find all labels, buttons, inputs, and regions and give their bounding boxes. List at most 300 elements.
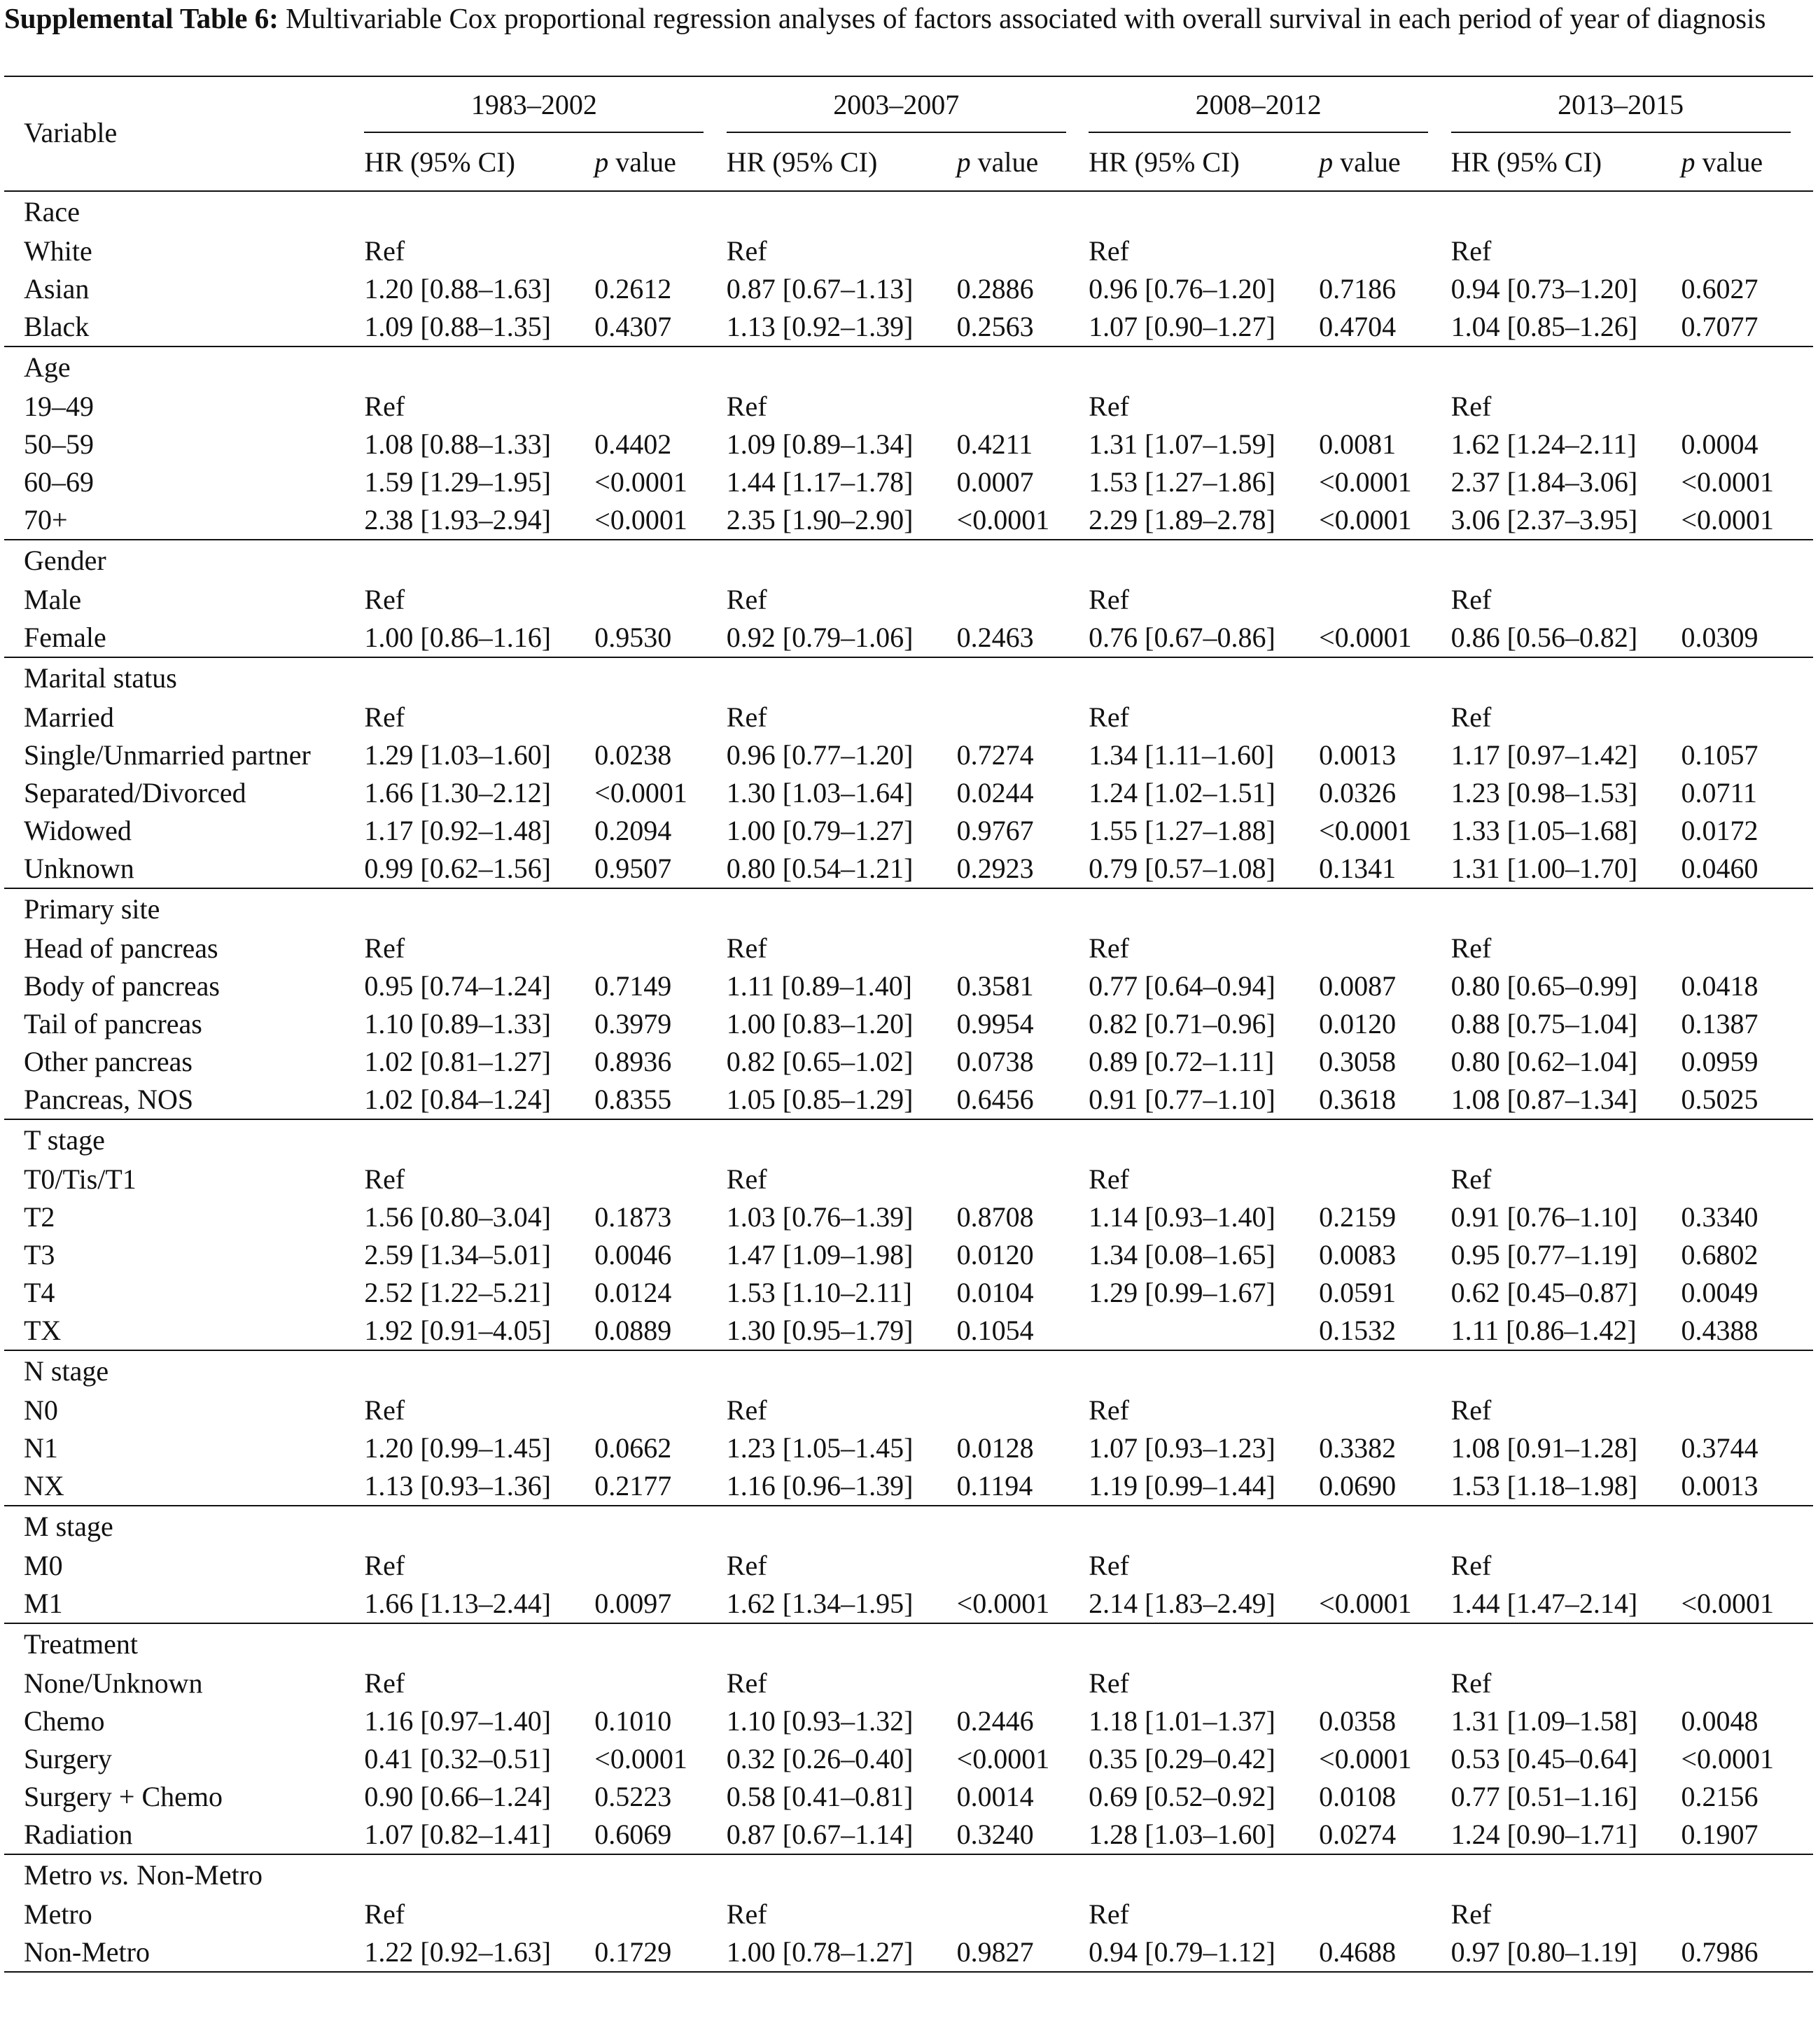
p-value-cell: 0.4307: [594, 308, 727, 346]
p-value-cell: 0.0172: [1681, 815, 1758, 846]
p-value-cell: 0.9507: [594, 850, 727, 888]
p-symbol: p: [594, 146, 609, 178]
hr-cell: 1.29 [0.99–1.67]: [1089, 1277, 1275, 1308]
p-value-cell: 0.0081: [1319, 428, 1397, 460]
p-value-cell: 0.5025: [1681, 1081, 1813, 1119]
hr-cell: Ref: [1089, 1667, 1129, 1699]
table-row: [4, 1198, 1813, 1236]
p-value-cell: 0.0690: [1319, 1467, 1451, 1506]
p-value-cell: <0.0001: [594, 466, 687, 498]
table-row: [4, 1665, 1813, 1702]
row-label: TX: [4, 1312, 364, 1350]
hr-cell: 1.24 [1.02–1.51]: [1089, 777, 1275, 808]
p-value-cell: [1681, 1392, 1813, 1429]
p-value-cell: 0.7274: [956, 739, 1034, 771]
p-value-cell: 0.3618: [1319, 1081, 1451, 1119]
hr-cell: 1.28 [1.03–1.60]: [1089, 1816, 1319, 1854]
row-label: Tail of pancreas: [24, 1008, 202, 1040]
p-value-cell: [957, 699, 1089, 736]
p-value-cell: <0.0001: [594, 1743, 687, 1774]
p-value-cell: 0.2094: [594, 815, 672, 846]
hr-cell: Ref: [1089, 1898, 1129, 1930]
hr-cell: 2.29 [1.89–2.78]: [1089, 501, 1319, 540]
hr-cell: 1.30 [1.03–1.64]: [726, 777, 914, 808]
table-row: [4, 1429, 1813, 1467]
hr-cell: Ref: [726, 1667, 767, 1699]
table-row: [4, 1274, 1813, 1312]
p-value-cell: 0.0049: [1681, 1277, 1758, 1308]
p-value-cell: 0.0274: [1319, 1816, 1451, 1854]
p-symbol: p: [1319, 146, 1334, 178]
p-value-column-header: [594, 133, 727, 191]
hr-cell: 0.80 [0.54–1.21]: [727, 850, 957, 888]
p-value-cell: 0.0358: [1319, 1705, 1397, 1737]
hr-cell: 0.82 [0.65–1.02]: [726, 1046, 914, 1077]
p-value-cell: [1319, 930, 1451, 967]
p-value-cell: [1681, 581, 1813, 619]
hr-cell: 1.23 [1.05–1.45]: [726, 1432, 914, 1464]
row-label: Head of pancreas: [24, 932, 218, 964]
p-value-cell: [594, 581, 727, 619]
hr-cell: 1.09 [0.88–1.35]: [364, 308, 594, 346]
p-value-cell: 0.3744: [1681, 1432, 1758, 1464]
period-header: [1089, 76, 1450, 133]
hr-cell: Ref: [726, 584, 767, 615]
p-value-cell: [594, 1161, 727, 1198]
hr-cell: 1.04 [0.85–1.26]: [1451, 308, 1681, 346]
hr-cell: Ref: [1450, 391, 1492, 422]
caption-text: Multivariable Cox proportional regression analyses of factors associated with overall survival in each period of year of diagnosis: [278, 2, 1766, 34]
row-label: T3: [24, 1239, 55, 1270]
p-value-cell: [1681, 1161, 1813, 1198]
row-label: Unknown: [4, 850, 364, 888]
results-table: [4, 76, 1813, 1973]
p-value-word: value: [1333, 146, 1401, 178]
group-heading-part: vs.: [99, 1859, 130, 1891]
row-label: Chemo: [24, 1705, 105, 1737]
hr-cell: Ref: [726, 1898, 767, 1930]
hr-cell: Ref: [364, 1394, 405, 1426]
group-heading-row: [4, 346, 1813, 388]
hr-cell: 0.94 [0.79–1.12]: [1089, 1933, 1319, 1972]
hr-cell: 0.91 [0.76–1.10]: [1450, 1201, 1638, 1233]
row-label: 19–49: [24, 391, 94, 422]
group-heading: [4, 1854, 1813, 1896]
group-heading-row: [4, 1506, 1813, 1547]
p-value-cell: [957, 1392, 1089, 1429]
table-row: [4, 1081, 1813, 1119]
p-value-cell: 0.8355: [594, 1081, 727, 1119]
hr-cell: 0.86 [0.56–0.82]: [1451, 619, 1681, 657]
table-row: [4, 1816, 1813, 1854]
hr-cell: 0.92 [0.79–1.06]: [727, 619, 957, 657]
p-value-cell: <0.0001: [1681, 1743, 1775, 1774]
p-value-cell: 0.9767: [956, 815, 1034, 846]
table-row: [4, 1005, 1813, 1043]
hr-cell: 0.35 [0.29–0.42]: [1089, 1743, 1275, 1774]
p-value-cell: [957, 1665, 1089, 1702]
table-row: [4, 619, 1813, 657]
p-value-cell: [1319, 699, 1451, 736]
hr-cell: 1.34 [0.08–1.65]: [1089, 1239, 1275, 1270]
table-row: [4, 1740, 1813, 1778]
hr-cell: Ref: [364, 235, 405, 267]
hr-cell: 1.11 [0.86–1.42]: [1451, 1312, 1681, 1350]
hr-cell: Ref: [1450, 1163, 1492, 1195]
hr-cell: Ref: [726, 932, 767, 964]
p-value-cell: [1319, 388, 1451, 426]
hr-cell: 2.35 [1.90–2.90]: [727, 501, 957, 540]
p-value-cell: 0.2563: [957, 308, 1089, 346]
table-row: [4, 850, 1813, 888]
p-value-cell: <0.0001: [594, 777, 687, 808]
p-value-cell: [1681, 930, 1813, 967]
hr-cell: Ref: [1089, 701, 1129, 733]
p-value-cell: 0.1194: [957, 1467, 1089, 1506]
p-value-cell: 0.7186: [1319, 273, 1397, 304]
row-label: 50–59: [24, 428, 94, 460]
hr-cell: 0.97 [0.80–1.19]: [1451, 1933, 1681, 1972]
hr-cell: 1.31 [1.09–1.58]: [1450, 1705, 1638, 1737]
p-value-cell: [594, 1665, 727, 1702]
table-row: [4, 1392, 1813, 1429]
hr-cell: 1.20 [0.88–1.63]: [364, 273, 552, 304]
p-value-cell: <0.0001: [957, 1585, 1089, 1623]
table-row: [4, 270, 1813, 308]
hr-cell: 1.29 [1.03–1.60]: [364, 739, 552, 771]
group-heading-row: [4, 1350, 1813, 1392]
p-value-cell: 0.0309: [1681, 619, 1813, 657]
p-value-column-header: [957, 133, 1089, 191]
p-value-cell: [1319, 232, 1451, 270]
group-heading: Treatment: [24, 1628, 138, 1660]
p-value-cell: [1319, 1161, 1451, 1198]
p-value-cell: <0.0001: [1681, 1585, 1813, 1623]
p-value-cell: 0.9827: [957, 1933, 1089, 1972]
p-value-cell: 0.0097: [594, 1585, 727, 1623]
hr-cell: Ref: [726, 235, 767, 267]
table-row: [4, 1933, 1813, 1972]
hr-cell: 1.08 [0.88–1.33]: [364, 428, 552, 460]
row-label: Male: [24, 584, 82, 615]
row-label: 70+: [4, 501, 364, 540]
row-label: N0: [24, 1394, 58, 1426]
hr-cell: 1.22 [0.92–1.63]: [364, 1933, 594, 1972]
hr-cell: 1.03 [0.76–1.39]: [726, 1201, 914, 1233]
p-value-cell: 0.3240: [957, 1816, 1089, 1854]
group-heading: Marital status: [24, 662, 177, 694]
group-heading-row: [4, 191, 1813, 232]
hr-cell: 1.23 [0.98–1.53]: [1450, 777, 1638, 808]
p-value-cell: [957, 1896, 1089, 1933]
hr-cell: 0.95 [0.77–1.19]: [1450, 1239, 1638, 1270]
p-value-cell: [1319, 1896, 1451, 1933]
p-symbol: p: [956, 146, 971, 178]
hr-cell: 0.91 [0.77–1.10]: [1089, 1081, 1319, 1119]
group-heading-part: Metro: [24, 1859, 99, 1891]
hr-cell: 1.55 [1.27–1.88]: [1089, 815, 1275, 846]
p-value-cell: 0.4388: [1681, 1312, 1813, 1350]
period-label: 2003–2007: [727, 88, 1066, 133]
group-heading-row: [4, 888, 1813, 930]
p-value-cell: [594, 388, 727, 426]
p-value-cell: 0.4704: [1319, 308, 1451, 346]
hr-cell: 0.80 [0.65–0.99]: [1450, 970, 1638, 1002]
table-row: [4, 1585, 1813, 1623]
hr-cell: Ref: [1450, 235, 1492, 267]
hr-cell: 1.53 [1.10–2.11]: [726, 1277, 912, 1308]
p-value-cell: 0.0959: [1681, 1046, 1758, 1077]
p-value-column-header: [1319, 133, 1451, 191]
p-value-cell: [594, 232, 727, 270]
hr-cell: 1.10 [0.89–1.33]: [364, 1008, 552, 1040]
group-heading: N stage: [24, 1355, 109, 1387]
hr-cell: 2.14 [1.83–2.49]: [1089, 1585, 1319, 1623]
table-caption: [4, 0, 1812, 76]
period-header: [1451, 76, 1813, 133]
hr-cell: Ref: [726, 1394, 767, 1426]
p-value-cell: 0.0238: [594, 739, 672, 771]
caption-label: Supplemental Table 6:: [4, 2, 279, 34]
hr-cell: 0.99 [0.62–1.56]: [364, 850, 594, 888]
hr-cell: Ref: [1089, 584, 1129, 615]
p-value-cell: [1319, 1547, 1451, 1585]
hr-cell: Ref: [1089, 235, 1129, 267]
row-label: Single/Unmarried partner: [24, 739, 311, 771]
row-label: Separated/Divorced: [24, 777, 246, 808]
p-value-cell: 0.6802: [1681, 1239, 1758, 1270]
hr-cell: 0.58 [0.41–0.81]: [726, 1781, 914, 1812]
hr-cell: 3.06 [2.37–3.95]: [1451, 501, 1681, 540]
hr-cell: 1.10 [0.93–1.32]: [726, 1705, 914, 1737]
hr-cell: 1.05 [0.85–1.29]: [727, 1081, 957, 1119]
p-value-cell: 0.1010: [594, 1705, 672, 1737]
p-value-cell: 0.1341: [1319, 850, 1451, 888]
period-header: [727, 76, 1089, 133]
hr-cell: Ref: [1089, 1394, 1129, 1426]
p-value-cell: [1319, 581, 1451, 619]
p-value-cell: 0.0046: [594, 1239, 672, 1270]
group-heading: Age: [24, 351, 71, 383]
hr-cell: 0.76 [0.67–0.86]: [1089, 619, 1319, 657]
p-value-cell: 0.1729: [594, 1933, 727, 1972]
row-label: Female: [4, 619, 364, 657]
p-value-cell: [1681, 232, 1813, 270]
p-value-cell: <0.0001: [1681, 501, 1813, 540]
hr-cell: Ref: [1450, 584, 1492, 615]
p-value-cell: <0.0001: [1319, 815, 1412, 846]
p-value-cell: 0.0007: [956, 466, 1034, 498]
p-value-cell: 0.7077: [1681, 308, 1813, 346]
row-label: Surgery + Chemo: [24, 1781, 223, 1812]
hr-cell: 1.14 [0.93–1.40]: [1089, 1201, 1275, 1233]
row-label: NX: [4, 1467, 364, 1506]
table-row: [4, 308, 1813, 346]
hr-cell: 1.00 [0.83–1.20]: [726, 1008, 914, 1040]
hr-cell: 1.30 [0.95–1.79]: [727, 1312, 957, 1350]
hr-cell: Ref: [364, 1163, 405, 1195]
hr-cell: [1089, 1312, 1319, 1350]
hr-cell: 0.96 [0.76–1.20]: [1089, 273, 1275, 304]
hr-cell: 1.34 [1.11–1.60]: [1089, 739, 1275, 771]
p-value-cell: 0.2159: [1319, 1201, 1397, 1233]
p-value-cell: <0.0001: [1319, 466, 1412, 498]
hr-cell: 0.87 [0.67–1.13]: [726, 273, 914, 304]
hr-cell: Ref: [1450, 1394, 1492, 1426]
p-value-cell: 0.0124: [594, 1277, 672, 1308]
hr-column-header: HR (95% CI): [1451, 133, 1681, 191]
p-value-cell: 0.3058: [1319, 1046, 1397, 1077]
p-value-cell: [1681, 699, 1813, 736]
p-value-cell: <0.0001: [1681, 466, 1775, 498]
p-value-cell: <0.0001: [1319, 1743, 1412, 1774]
group-heading-row: [4, 540, 1813, 581]
table-row: [4, 699, 1813, 736]
p-value-cell: 0.1907: [1681, 1816, 1813, 1854]
p-value-cell: 0.0738: [956, 1046, 1034, 1077]
p-value-cell: 0.2177: [594, 1467, 727, 1506]
table-row: [4, 930, 1813, 967]
p-value-cell: [594, 699, 727, 736]
hr-cell: 1.08 [0.91–1.28]: [1450, 1432, 1638, 1464]
row-label: N1: [24, 1432, 58, 1464]
period-header: [364, 76, 726, 133]
hr-cell: 1.47 [1.09–1.98]: [726, 1239, 914, 1270]
p-value-cell: [957, 581, 1089, 619]
p-value-cell: 0.2446: [956, 1705, 1034, 1737]
p-value-cell: 0.0013: [1319, 739, 1397, 771]
hr-cell: 1.16 [0.97–1.40]: [364, 1705, 552, 1737]
table-row: [4, 736, 1813, 774]
hr-cell: Ref: [364, 584, 405, 615]
period-label: 1983–2002: [364, 88, 704, 133]
p-value-cell: 0.3979: [594, 1008, 672, 1040]
hr-cell: Ref: [364, 391, 405, 422]
hr-cell: Ref: [364, 1550, 405, 1581]
table-row: [4, 388, 1813, 426]
p-value-cell: 0.0244: [956, 777, 1034, 808]
p-value-cell: 0.1873: [594, 1201, 672, 1233]
hr-cell: Ref: [364, 701, 405, 733]
hr-cell: Ref: [1089, 391, 1129, 422]
hr-cell: Ref: [1450, 701, 1492, 733]
table-row: [4, 967, 1813, 1005]
p-value-cell: 0.1057: [1681, 739, 1758, 771]
p-value-cell: 0.4688: [1319, 1933, 1451, 1972]
hr-cell: Ref: [726, 1163, 767, 1195]
hr-cell: 0.79 [0.57–1.08]: [1089, 850, 1319, 888]
hr-cell: 0.82 [0.71–0.96]: [1089, 1008, 1275, 1040]
p-value-cell: 0.9954: [956, 1008, 1034, 1040]
p-value-cell: <0.0001: [1319, 501, 1451, 540]
table-row: [4, 463, 1813, 501]
table-row: [4, 1236, 1813, 1274]
p-value-cell: [594, 930, 727, 967]
p-value-cell: [1319, 1392, 1451, 1429]
hr-cell: 2.37 [1.84–3.06]: [1450, 466, 1638, 498]
hr-cell: 0.95 [0.74–1.24]: [364, 970, 552, 1002]
hr-cell: 0.94 [0.73–1.20]: [1450, 273, 1638, 304]
p-value-word: value: [970, 146, 1039, 178]
group-heading-row: [4, 1623, 1813, 1665]
p-value-cell: 0.6069: [594, 1816, 727, 1854]
p-value-cell: 0.1054: [957, 1312, 1089, 1350]
hr-cell: Ref: [726, 1550, 767, 1581]
hr-cell: 1.17 [0.97–1.42]: [1450, 739, 1638, 771]
p-value-cell: [594, 1896, 727, 1933]
variable-header-label: [4, 116, 364, 191]
hr-cell: 1.17 [0.92–1.48]: [364, 815, 552, 846]
table-row: [4, 774, 1813, 812]
p-value-cell: [957, 388, 1089, 426]
group-heading-row: [4, 1854, 1813, 1896]
p-value-cell: 0.0889: [594, 1312, 727, 1350]
p-value-cell: [1319, 1665, 1451, 1702]
p-value-cell: 0.0083: [1319, 1239, 1397, 1270]
row-label: T2: [24, 1201, 55, 1233]
hr-cell: 1.53 [1.18–1.98]: [1451, 1467, 1681, 1506]
table-row: [4, 1702, 1813, 1740]
hr-cell: Ref: [726, 701, 767, 733]
p-value-cell: 0.9530: [594, 619, 727, 657]
group-heading-part: Non-Metro: [130, 1859, 263, 1891]
hr-cell: Ref: [1450, 1667, 1492, 1699]
p-value-cell: <0.0001: [1319, 1585, 1451, 1623]
p-value-cell: 0.2156: [1681, 1781, 1758, 1812]
p-value-cell: [957, 232, 1089, 270]
hr-cell: Ref: [1089, 1163, 1129, 1195]
hr-cell: 1.02 [0.84–1.24]: [364, 1081, 594, 1119]
hr-cell: Ref: [1089, 932, 1129, 964]
table-row: [4, 426, 1813, 463]
hr-cell: 0.32 [0.26–0.40]: [726, 1743, 914, 1774]
p-symbol: p: [1681, 146, 1695, 178]
p-value-cell: [957, 930, 1089, 967]
p-value-cell: <0.0001: [957, 501, 1089, 540]
p-value-cell: 0.0120: [956, 1239, 1034, 1270]
table-row: [4, 1778, 1813, 1816]
table-row: [4, 1547, 1813, 1585]
row-label: Married: [24, 701, 114, 733]
p-value-cell: 0.2923: [957, 850, 1089, 888]
hr-cell: 1.31 [1.07–1.59]: [1089, 428, 1275, 460]
p-value-cell: 0.4211: [956, 428, 1033, 460]
hr-cell: 2.52 [1.22–5.21]: [364, 1277, 552, 1308]
p-value-cell: 0.6456: [957, 1081, 1089, 1119]
hr-cell: 1.00 [0.79–1.27]: [726, 815, 914, 846]
p-value-cell: 0.0711: [1681, 777, 1757, 808]
group-heading-row: [4, 657, 1813, 699]
table-row: [4, 1312, 1813, 1350]
hr-column-header: HR (95% CI): [727, 133, 957, 191]
p-value-cell: [1681, 1547, 1813, 1585]
p-value-cell: 0.8936: [594, 1046, 672, 1077]
hr-column-header: HR (95% CI): [364, 133, 594, 191]
hr-cell: 0.41 [0.32–0.51]: [364, 1743, 552, 1774]
table-row: [4, 812, 1813, 850]
table-row: [4, 232, 1813, 270]
row-label: Pancreas, NOS: [4, 1081, 364, 1119]
p-value-cell: [594, 1547, 727, 1585]
hr-cell: 1.13 [0.93–1.36]: [364, 1467, 594, 1506]
table-row: [4, 1896, 1813, 1933]
p-value-cell: 0.0460: [1681, 850, 1813, 888]
p-value-cell: 0.0108: [1319, 1781, 1397, 1812]
hr-cell: Ref: [364, 1898, 405, 1930]
row-label: T0/Tis/T1: [24, 1163, 137, 1195]
hr-cell: 0.77 [0.64–0.94]: [1089, 970, 1275, 1002]
row-label: Metro: [24, 1898, 92, 1930]
